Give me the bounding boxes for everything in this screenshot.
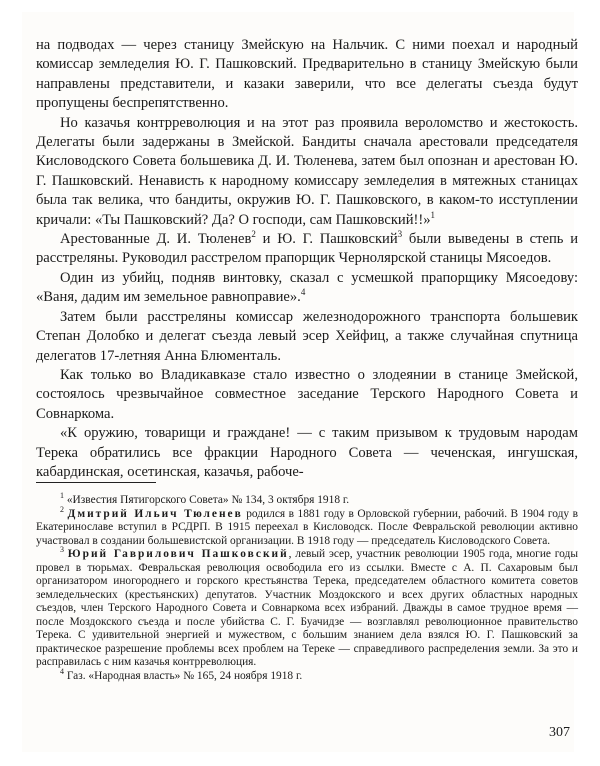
footnote-ref-2: 2 [251, 229, 256, 240]
paragraph-6-text: Как только во Владикавказе стало известно о злодеянии в станице Змейской, состоялось чрезвычайное совместное заседание Терского Народного Совета и Совнаркома. [36, 366, 578, 422]
paragraph-5 [36, 308, 578, 366]
footnotes [36, 491, 578, 683]
paragraph-3-text-b: и Ю. Г. Пашковский [255, 231, 398, 248]
paragraph-4-text: Один из убийц, подняв винтовку, сказал с усмешкой прапорщику Мясоедову: «Ваня, дадим им земельное равноправие». [36, 269, 578, 306]
footnote-4-mark: 4 [60, 666, 64, 676]
footnote-2 [36, 504, 578, 549]
paragraph-3-text-a: Арестованные Д. И. Тюленев [60, 231, 252, 248]
footnote-divider [36, 482, 156, 483]
paragraph-1 [36, 36, 578, 114]
paragraph-2-text: Но казачья контрреволюция и на этот раз проявила вероломство и жестокость. Делегаты были задержаны в Змейской. Бандиты сначала арестовали председателя Кисловодского Совета большевика Д. И. Тюленева, затем был опознан и арестован Ю. Г. Пашковский. Ненависть к народному комиссару земледелия в мятежных станицах была так велика, что бандиты, окружив Ю. Г. Пашковского, в каком-то исступлении кричали: «Ты Пашковский? Да? О господи, сам Пашковский!!» [36, 114, 578, 228]
footnote-4 [36, 666, 578, 684]
footnote-1-mark: 1 [60, 491, 64, 501]
paragraph-4 [36, 269, 578, 308]
footnote-1 [36, 491, 578, 508]
paragraph-3 [36, 230, 578, 269]
main-text [36, 36, 578, 482]
page-number: 307 [549, 725, 570, 740]
footnote-3-name: Юрий Гаврилович Пашковский [67, 548, 289, 560]
footnote-3-mark: 3 [60, 545, 64, 555]
footnote-4-text: Газ. «Народная власть» № 165, 24 ноября 1918 г. [64, 669, 303, 682]
paragraph-7 [36, 424, 578, 482]
book-page [22, 12, 579, 752]
paragraph-1-text: на подводах — через станицу Змейскую на Нальчик. С ними поехал и народный комиссар земледелия Ю. Г. Пашковский. Предварительно в станицу Змейскую были направлены представители, и казаки заверили, что все делегаты съезда будут пропущены беспрепятственно. [36, 37, 578, 112]
paragraph-6 [36, 366, 578, 424]
footnote-1-text: «Известия Пятигорского Совета» № 134, 3 октября 1918 г. [64, 494, 350, 506]
footnote-ref-3: 3 [397, 229, 403, 240]
footnote-3-text: , левый эсер, участник революции 1905 года, многие годы провел в тюрьмах. Февральская революция освободила его из ссылки. Вместе с А. П. Сахаровым был организатором иногороднего и горского крестьянства Терека, председателем областного комитета советов земледельческих (крестьянских) депутатов. Участник Моздокского и всех других областных народных съездов, член Терского Народного Совета и Совнаркома всех избраний. Дважды в самое трудное время — после Моздокского съезда и после убийства С. Г. Буачидзе — возглавлял революционное правительство Терека. С удивительной энергией и мужеством, с большим знанием дела взялся Ю. Г. Пашковский за практическое разрешение проблемы всех проблем на Тереке — справедливого распределения земли. За это и расправилась с ним казачья контрреволюция. [36, 548, 578, 668]
paragraph-3-text-c: были выведены в степь и расстреляны. Руководил расстрелом прапорщик Чернолярской станицы Мясоедов. [36, 231, 579, 267]
paragraph-7-text: «К оружию, товарищи и граждане! — с таким призывом к трудовым народам Терека обратились все фракции Народного Совета — чеченская, ингушская, кабардинская, осетинская, казачья, рабоче- [36, 425, 578, 480]
paragraph-5-text: Затем были расстреляны комиссар железнодорожного транспорта большевик Степан Долобко и делегат съезда левый эсер Хейфиц, а также случайная спутница делегатов 17-летняя Анна Блюменталь. [36, 308, 578, 364]
footnote-3 [36, 545, 578, 670]
footnote-ref-1: 1 [430, 209, 436, 220]
footnote-2-name: Дмитрий Ильич Тюленев [67, 507, 243, 520]
footnote-ref-4: 4 [300, 287, 306, 298]
footnote-2-text: родился в 1881 году в Орловской губернии, рабочий. В 1904 году в Екатеринославе вступил в РСДРП. В 1915 переехал в Кисловодск. После Февральской революции активно участвовал в создании большевистской организации. В 1918 году — председатель Кисловодского Совета. [36, 507, 578, 547]
paragraph-2 [36, 114, 578, 230]
footnote-2-mark: 2 [60, 504, 64, 514]
